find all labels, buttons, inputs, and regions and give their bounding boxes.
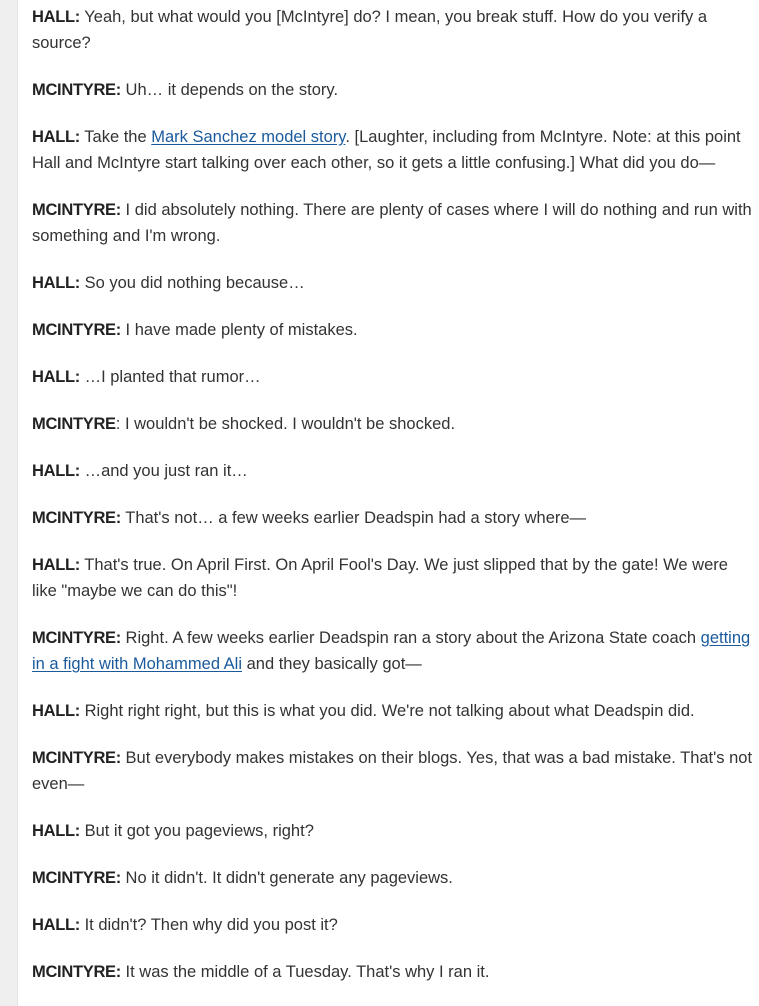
transcript-paragraph: [32, 4, 754, 56]
transcript-paragraph: [32, 912, 754, 938]
dialogue-text: : I wouldn't be shocked. I wouldn't be shocked.: [115, 415, 456, 433]
transcript-paragraph: [32, 197, 754, 249]
dialogue-text: But everybody makes mistakes on their blogs. Yes, that was a bad mistake. That's not even—: [32, 749, 753, 793]
speaker-label: MCINTYRE:: [32, 509, 121, 527]
transcript-paragraph: [32, 552, 754, 604]
dialogue-text: No it didn't. It didn't generate any pageviews.: [120, 869, 453, 887]
dialogue-text: But it got you pageviews, right?: [79, 822, 314, 840]
dialogue-text: and they basically got—: [242, 655, 422, 673]
speaker-label: MCINTYRE:: [32, 963, 121, 981]
transcript-paragraph: [32, 745, 754, 797]
speaker-label: MCINTYRE:: [32, 321, 121, 339]
dialogue-text: Right. A few weeks earlier Deadspin ran a story about the Arizona State coach: [120, 629, 701, 647]
dialogue-text: I have made plenty of mistakes.: [120, 321, 358, 339]
dialogue-text: Right right right, but this is what you did. We're not talking about what Deadspin did.: [79, 702, 695, 720]
dialogue-text: That's true. On April First. On April Fool's Day. We just slipped that by the gate! We were like "maybe we can do this"!: [32, 556, 728, 600]
dialogue-text: Uh… it depends on the story.: [120, 81, 339, 99]
speaker-label: MCINTYRE:: [32, 869, 121, 887]
dialogue-text: Take the: [79, 128, 152, 146]
transcript-paragraph: [32, 959, 754, 985]
speaker-label: HALL:: [32, 702, 80, 720]
dialogue-text: …I planted that rumor…: [79, 368, 261, 386]
article-page: [17, 0, 759, 1006]
speaker-label: MCINTYRE:: [32, 201, 121, 219]
dialogue-text: I did absolutely nothing. There are plenty of cases where I will do nothing and run with something and I'm wrong.: [32, 201, 752, 245]
speaker-label: HALL:: [32, 274, 80, 292]
transcript-paragraph: [32, 698, 754, 724]
speaker-label: MCINTYRE:: [32, 629, 121, 647]
interview-transcript: [32, 4, 754, 1006]
inline-link[interactable]: Mark Sanchez model story: [151, 128, 346, 146]
speaker-label: HALL:: [32, 916, 80, 934]
transcript-paragraph: [32, 364, 754, 390]
transcript-paragraph: [32, 317, 754, 343]
speaker-label: HALL:: [32, 556, 80, 574]
transcript-paragraph: [32, 865, 754, 891]
speaker-label: HALL:: [32, 8, 80, 26]
speaker-label: HALL:: [32, 368, 80, 386]
speaker-label: MCINTYRE:: [32, 749, 121, 767]
transcript-paragraph: [32, 625, 754, 677]
transcript-paragraph: [32, 270, 754, 296]
dialogue-text: It was the middle of a Tuesday. That's why I ran it.: [120, 963, 490, 981]
dialogue-text: …and you just ran it…: [79, 462, 248, 480]
speaker-label: HALL:: [32, 822, 80, 840]
speaker-label: MCINTYRE: [32, 415, 116, 433]
transcript-paragraph: [32, 124, 754, 176]
dialogue-text: That's not… a few weeks earlier Deadspin had a story where—: [120, 509, 587, 527]
transcript-paragraph: [32, 411, 754, 437]
transcript-paragraph: [32, 458, 754, 484]
speaker-label: HALL:: [32, 128, 80, 146]
speaker-label: HALL:: [32, 462, 80, 480]
transcript-paragraph: [32, 818, 754, 844]
dialogue-text: So you did nothing because…: [79, 274, 305, 292]
transcript-paragraph: [32, 77, 754, 103]
dialogue-text: It didn't? Then why did you post it?: [79, 916, 338, 934]
transcript-paragraph: [32, 505, 754, 531]
dialogue-text: Yeah, but what would you [McIntyre] do? I mean, you break stuff. How do you verify a source?: [32, 8, 708, 52]
speaker-label: MCINTYRE:: [32, 81, 121, 99]
inline-link[interactable]: getting in a fight with Mohammed Ali: [32, 629, 751, 673]
dialogue-text: . [Laughter, including from McIntyre. Note: at this point Hall and McIntyre start talking over each other, so it gets a little confusing.] What did you do—: [32, 128, 741, 172]
